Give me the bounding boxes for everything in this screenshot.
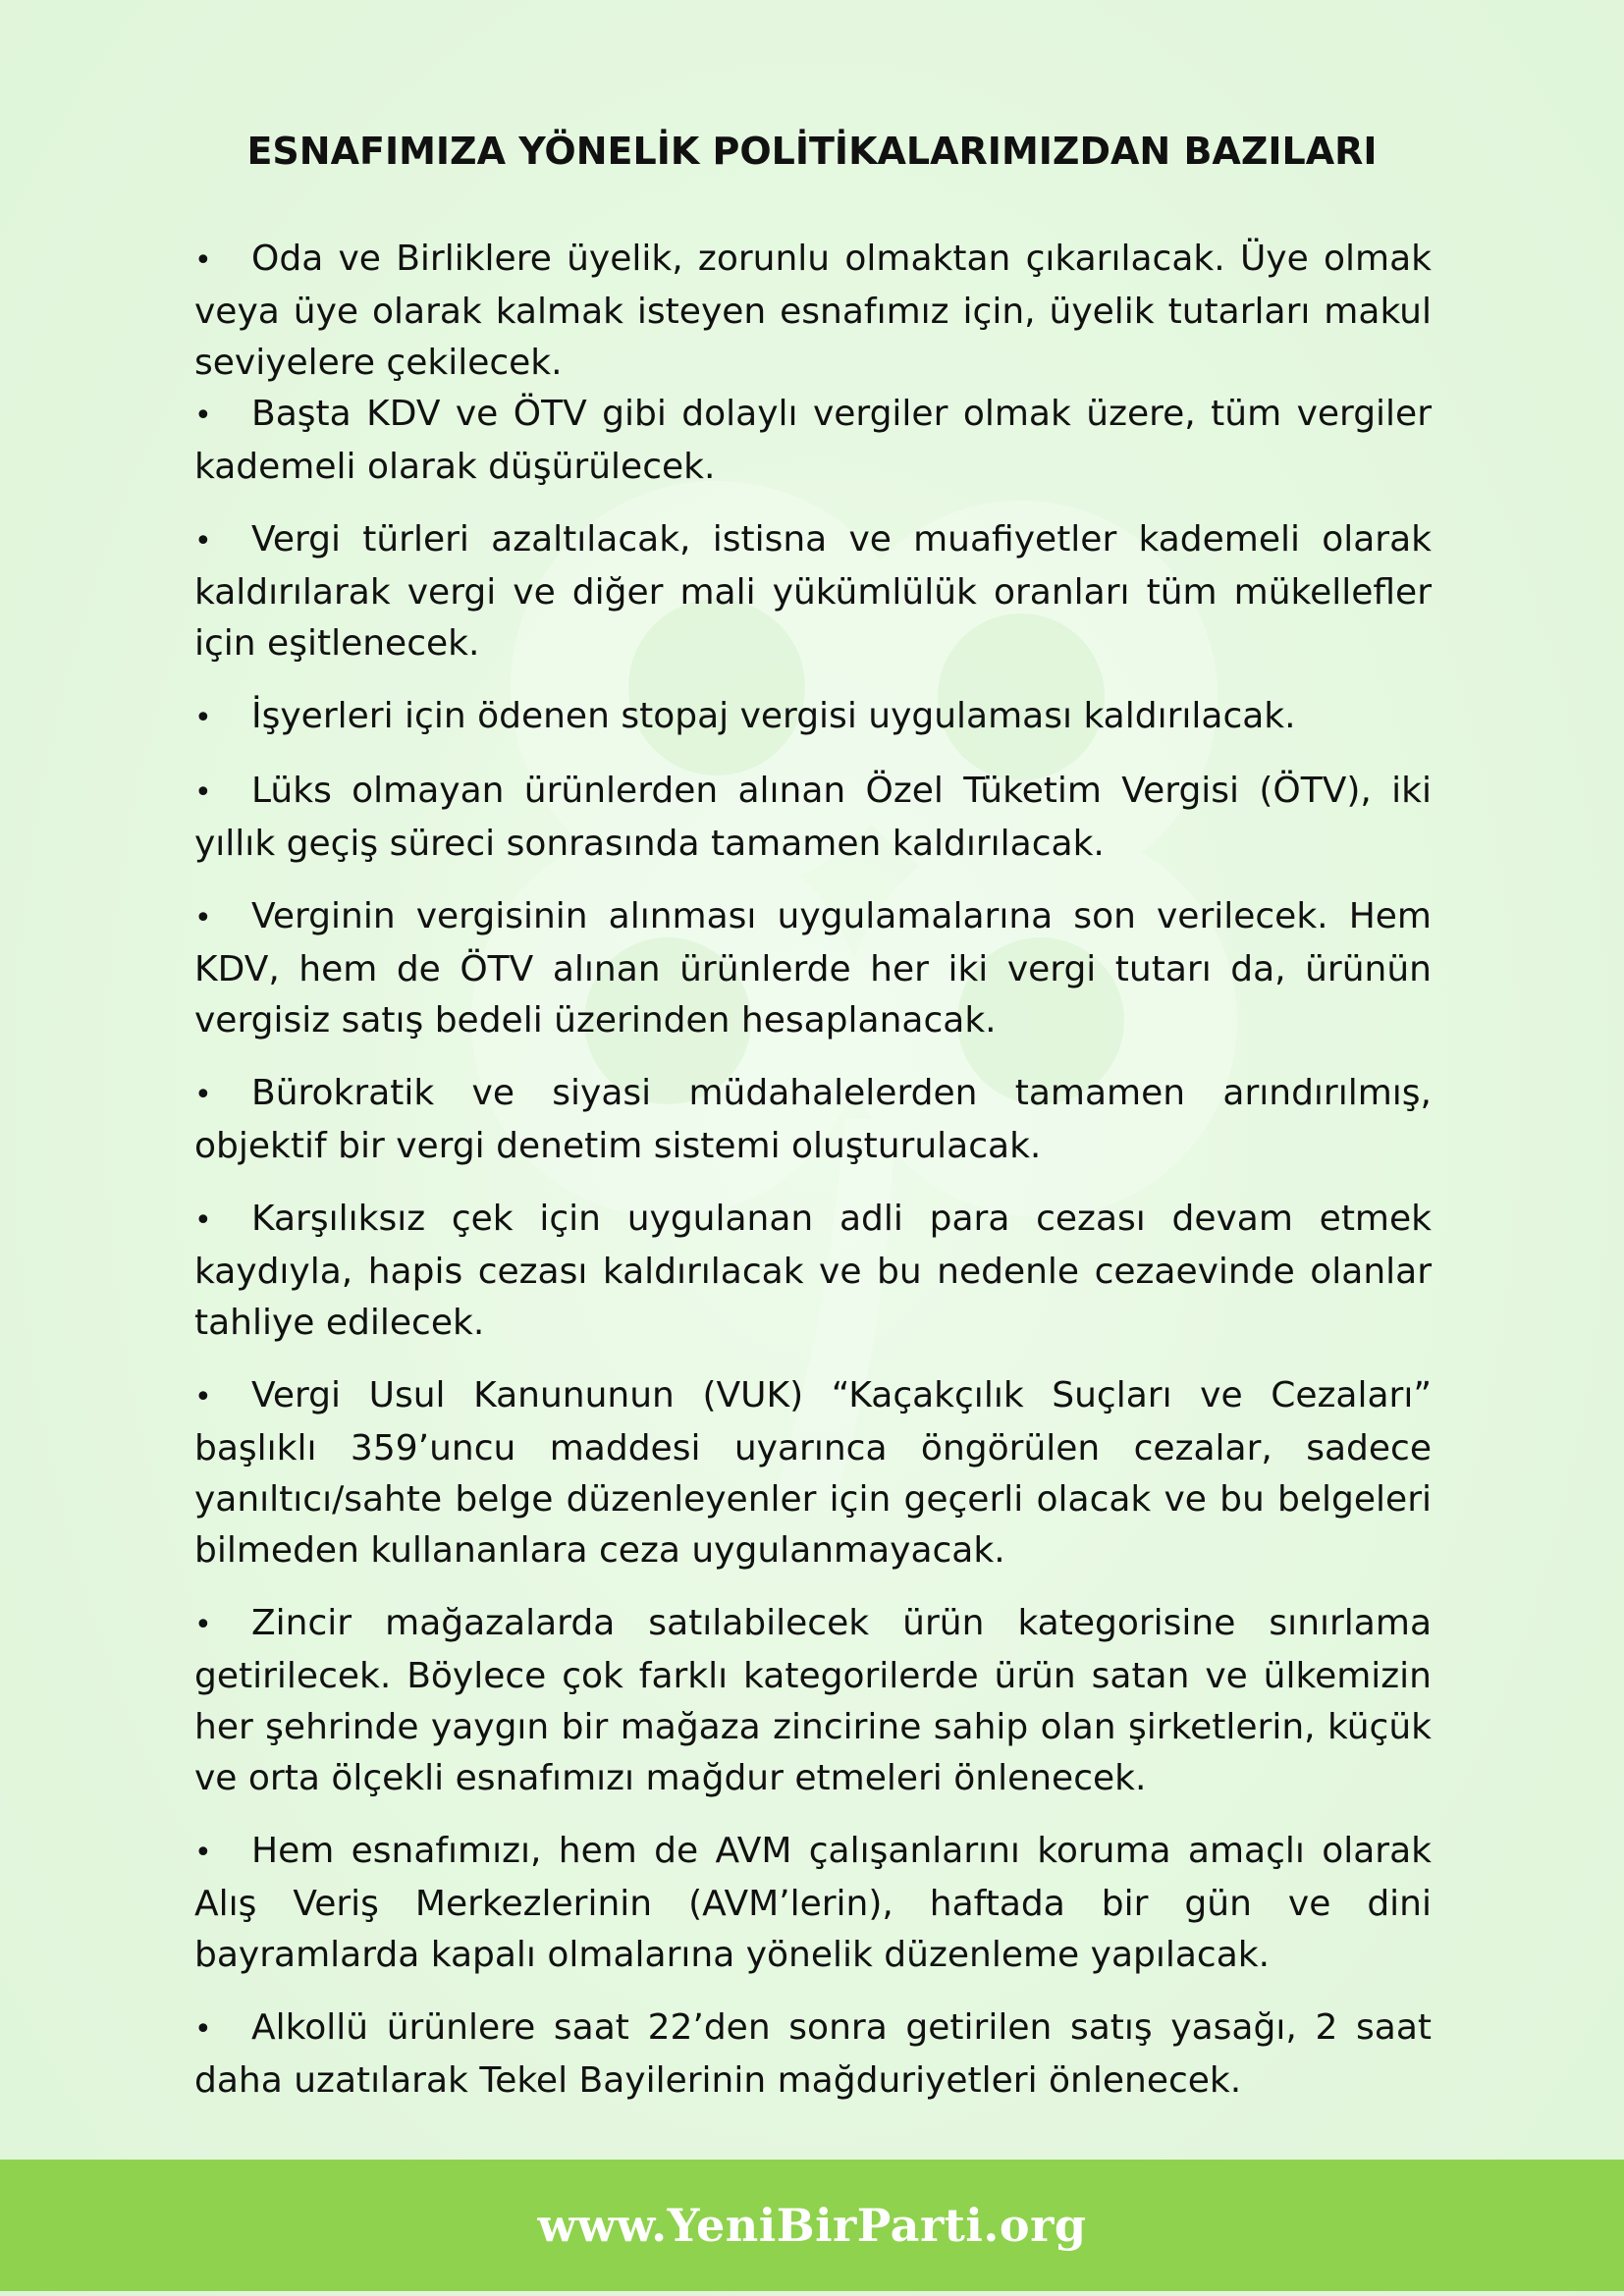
bullet-icon: • xyxy=(194,2012,212,2047)
list-item-text: Başta KDV ve ÖTV gibi dolaylı vergiler olmak üzere, tüm vergiler kademeli olarak düşürülecek. xyxy=(194,394,1432,487)
list-item-text: Vergi Usul Kanununun (VUK) “Kaçakçılık Suçları ve Cezaları” başlıklı 359’uncu maddesi uyarınca öngörülen cezalar, sadece yanıltıcı/sahte belge düzenleyenler için geçerli olacak ve bu belgeleri bilmeden kullananlara ceza uygulanmayacak. xyxy=(194,1375,1432,1571)
page-title: ESNAFIMIZA YÖNELİK POLİTİKALARIMIZDAN BAZILARI xyxy=(246,130,1378,173)
bullet-icon: • xyxy=(194,399,212,433)
bullet-icon: • xyxy=(194,243,212,278)
list-item-text: Vergi türleri azaltılacak, istisna ve muafiyetler kademeli olarak kaldırılarak vergi ve diğer mali yükümlülük oranları tüm mükellefler için eşitlenecek. xyxy=(194,519,1432,664)
bullet-icon: • xyxy=(194,1836,212,1870)
list-item-text: Karşılıksız çek için uygulanan adli para cezası devam etmek kaydıyla, hapis cezası kaldırılacak ve bu nedenle cezaevinde olanlar tahliye edilecek. xyxy=(194,1199,1432,1343)
bullet-icon: • xyxy=(194,1203,212,1238)
bullet-icon: • xyxy=(194,901,212,935)
footer-band xyxy=(0,2160,1624,2291)
list-item xyxy=(194,2002,1432,2107)
list-item xyxy=(194,1370,1432,1576)
footer-website-link[interactable]: www.YeniBirParti.org xyxy=(537,2199,1087,2252)
bullet-icon: • xyxy=(194,1608,212,1642)
list-item xyxy=(194,1598,1432,1804)
list-item xyxy=(194,1826,1432,1981)
bullet-icon: • xyxy=(194,775,212,810)
bullet-icon: • xyxy=(194,524,212,559)
list-item-text: İşyerleri için ödenen stopaj vergisi uygulaması kaldırılacak. xyxy=(251,696,1296,736)
bullet-icon: • xyxy=(194,701,212,735)
list-item-text: Hem esnafımızı, hem de AVM çalışanlarını koruma amaçlı olarak Alış Veriş Merkezlerinin (AVM’lerin), haftada bir gün ve dini bayramlarda kapalı olmalarına yönelik düzenleme yapılacak. xyxy=(194,1831,1432,1975)
list-item xyxy=(194,891,1432,1046)
bullet-icon: • xyxy=(194,1380,212,1415)
list-item-text: Zincir mağazalarda satılabilecek ürün kategorisine sınırlama getirilecek. Böylece çok farklı kategorilerde ürün satan ve ülkemizin her şehrinde yaygın bir mağaza zincirine sahip olan şirketlerin, küçük ve orta ölçekli esnafımızı mağdur etmeleri önlenecek. xyxy=(194,1603,1432,1798)
list-item xyxy=(194,234,1432,389)
list-item-text: Lüks olmayan ürünlerden alınan Özel Tüketim Vergisi (ÖTV), iki yıllık geçiş süreci sonrasında tamamen kaldırılacak. xyxy=(194,771,1432,864)
list-item-text: Alkollü ürünlere saat 22’den sonra getirilen satış yasağı, 2 saat daha uzatılarak Tekel Bayilerinin mağduriyetleri önlenecek. xyxy=(194,2007,1432,2101)
list-item-text: Oda ve Birliklere üyelik, zorunlu olmaktan çıkarılacak. Üye olmak veya üye olarak kalmak isteyen esnafımız için, üyelik tutarları makul seviyelere çekilecek. xyxy=(194,239,1432,383)
list-item xyxy=(194,1068,1432,1172)
list-item-text: Bürokratik ve siyasi müdahalelerden tamamen arındırılmış, objektif bir vergi denetim sistemi oluşturulacak. xyxy=(194,1073,1432,1166)
policy-list xyxy=(194,234,1432,2128)
list-item xyxy=(194,691,1432,744)
list-item xyxy=(194,514,1432,669)
list-item xyxy=(194,1194,1432,1349)
list-item xyxy=(194,389,1432,493)
list-item xyxy=(194,766,1432,870)
list-item-text: Verginin vergisinin alınması uygulamalarına son verilecek. Hem KDV, hem de ÖTV alınan ürünlerde her iki vergi tutarı da, ürünün vergisiz satış bedeli üzerinden hesaplanacak. xyxy=(194,896,1432,1041)
bullet-icon: • xyxy=(194,1078,212,1112)
